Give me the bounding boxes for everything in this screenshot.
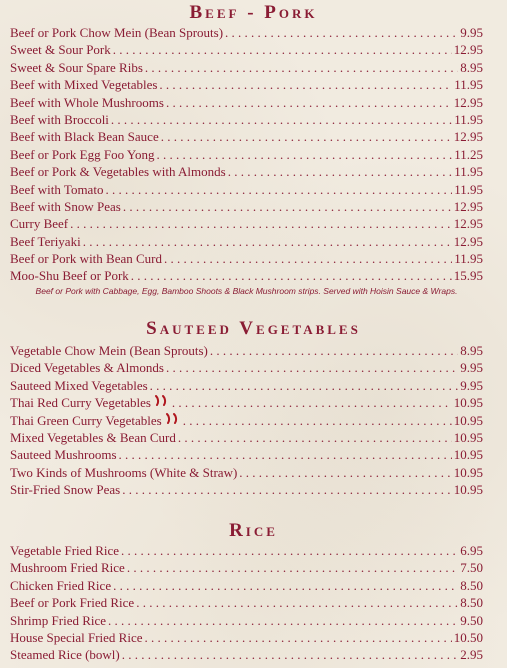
- menu-item-name: Moo-Shu Beef or Pork: [10, 268, 129, 284]
- menu-item-price: 2.95: [460, 647, 483, 663]
- menu-item-row: [10, 267, 483, 284]
- menu-item-row: [10, 429, 483, 446]
- section-beef-pork: [10, 24, 483, 296]
- section-sauteed-vegetables: [10, 342, 483, 499]
- menu-item-price: 10.50: [453, 629, 483, 645]
- dot-leader: [239, 464, 451, 481]
- dot-leader: [113, 577, 458, 594]
- chili-pepper-icon: [154, 394, 170, 411]
- dot-leader: [145, 59, 458, 76]
- menu-item-price: 10.95: [453, 464, 483, 480]
- menu-item-row: [10, 359, 483, 376]
- menu-item-price: 12.95: [453, 233, 483, 249]
- menu-item-price: 9.95: [460, 24, 483, 40]
- menu-item-name: Beef Teriyaki: [10, 233, 81, 249]
- menu-item-price: 10.95: [453, 482, 483, 498]
- menu-item-row: [10, 559, 483, 576]
- menu-item-price: 11.95: [454, 111, 483, 127]
- menu-item-row: [10, 612, 483, 629]
- menu-item-name: Two Kinds of Mushrooms (White & Straw): [10, 464, 238, 480]
- menu-item-name: Beef with Snow Peas: [10, 198, 121, 214]
- menu-item-name: Sauteed Mushrooms: [10, 447, 117, 463]
- menu-item-name: Beef with Tomato: [10, 181, 104, 197]
- menu-item-name: Mixed Vegetables & Bean Curd: [10, 429, 176, 445]
- menu-item-price: 6.95: [460, 542, 483, 558]
- menu-item-name: Sauteed Mixed Vegetables: [10, 377, 148, 393]
- menu-item-name: Steamed Rice (bowl): [10, 647, 120, 663]
- menu-item-name: Shrimp Fried Rice: [10, 612, 107, 628]
- menu-item-name: Beef or Pork Fried Rice: [10, 595, 135, 611]
- menu-item-name: Diced Vegetables & Almonds: [10, 360, 164, 376]
- menu-item-price: 9.50: [460, 612, 483, 628]
- section-rice: [10, 542, 483, 664]
- dot-leader: [228, 163, 453, 180]
- menu-item-name: Beef or Pork Egg Foo Yong: [10, 146, 155, 162]
- section-heading-sauteed-vegetables: Sauteed Vegetables: [146, 318, 361, 339]
- menu-item-name: Chicken Fried Rice: [10, 577, 112, 593]
- menu-item-price: 12.95: [453, 94, 483, 110]
- menu-item-name: Thai Red Curry Vegetables: [10, 395, 151, 411]
- menu-item-price: 12.95: [453, 216, 483, 232]
- menu-item-name: Beef with Black Bean Sauce: [10, 129, 159, 145]
- menu-item-name: Vegetable Fried Rice: [10, 542, 120, 558]
- menu-item-note: Beef or Pork with Cabbage, Egg, Bamboo Shoots & Black Mushroom strips. Served with Hoisin Sauce & Wraps.: [35, 285, 458, 296]
- section-heading-beef-pork: Beef - Pork: [189, 2, 318, 23]
- section-heading-rice: Rice: [229, 520, 278, 541]
- menu-item-price: 10.95: [453, 447, 483, 463]
- dot-leader: [123, 198, 452, 215]
- dot-leader: [122, 646, 459, 663]
- menu-item-name: Beef or Pork with Bean Curd: [10, 251, 163, 267]
- menu-item-row: [10, 446, 483, 463]
- dot-leader: [113, 41, 452, 58]
- menu-item-name: Stir-Fried Snow Peas: [10, 482, 121, 498]
- dot-leader: [108, 612, 458, 629]
- menu-item-price: 11.25: [454, 146, 483, 162]
- menu-item-row: [10, 24, 483, 41]
- menu-item-price: 11.95: [454, 77, 483, 93]
- dot-leader: [131, 267, 452, 284]
- menu-item-row: [10, 233, 483, 250]
- menu-item-row: [10, 542, 483, 559]
- menu-item-row: [10, 412, 483, 429]
- menu-item-row: [10, 577, 483, 594]
- menu-item-row: [10, 76, 483, 93]
- menu-item-price: 9.95: [460, 377, 483, 393]
- menu-item-price: 10.95: [453, 429, 483, 445]
- menu-item-row: [10, 59, 483, 76]
- menu-item-row: [10, 629, 483, 646]
- menu-item-price: 10.95: [453, 412, 483, 428]
- menu-item-price: 9.95: [460, 360, 483, 376]
- dot-leader: [70, 215, 452, 232]
- menu-item-name: Sweet & Sour Pork: [10, 42, 111, 58]
- menu-item-price: 7.50: [460, 560, 483, 576]
- menu-item-row: [10, 94, 483, 111]
- menu-item-name: Beef with Mixed Vegetables: [10, 77, 158, 93]
- dot-leader: [127, 559, 458, 576]
- dot-leader: [172, 394, 452, 411]
- dot-leader: [145, 629, 452, 646]
- menu-item-row: [10, 146, 483, 163]
- dot-leader: [210, 342, 458, 359]
- menu-item-price: 12.95: [453, 198, 483, 214]
- menu-item-name: Beef with Broccoli: [10, 111, 109, 127]
- menu-item-price: 8.50: [460, 595, 483, 611]
- menu-item-row: [10, 198, 483, 215]
- menu-item-row: [10, 181, 483, 198]
- dot-leader: [111, 111, 452, 128]
- menu-item-name: Thai Green Curry Vegetables: [10, 412, 162, 428]
- dot-leader: [166, 94, 452, 111]
- menu-item-row: [10, 646, 483, 663]
- menu-item-row: [10, 481, 483, 498]
- dot-leader: [183, 412, 452, 429]
- menu-item-row: [10, 594, 483, 611]
- menu-item-name: Beef with Whole Mushrooms: [10, 94, 164, 110]
- menu-item-row: [10, 111, 483, 128]
- dot-leader: [150, 377, 459, 394]
- menu-item-price: 10.95: [453, 395, 483, 411]
- menu-item-row: [10, 250, 483, 267]
- menu-item-price: 15.95: [453, 268, 483, 284]
- menu-item-price: 12.95: [453, 42, 483, 58]
- menu-item-price: 12.95: [453, 129, 483, 145]
- chili-pepper-icon: [165, 412, 181, 429]
- menu-item-name: Beef or Pork & Vegetables with Almonds: [10, 164, 226, 180]
- menu-item-name: Beef or Pork Chow Mein (Bean Sprouts): [10, 24, 224, 40]
- menu-item-row: [10, 163, 483, 180]
- dot-leader: [121, 542, 458, 559]
- dot-leader: [136, 594, 458, 611]
- menu-item-name: Sweet & Sour Spare Ribs: [10, 59, 143, 75]
- menu-item-name: Curry Beef: [10, 216, 69, 232]
- menu-item-name: Vegetable Chow Mein (Bean Sprouts): [10, 342, 208, 358]
- dot-leader: [225, 24, 458, 41]
- dot-leader: [156, 146, 452, 163]
- menu-item-row: [10, 342, 483, 359]
- menu-item-price: 8.95: [460, 59, 483, 75]
- menu-item-price: 11.95: [454, 251, 483, 267]
- dot-leader: [178, 429, 452, 446]
- dot-leader: [105, 181, 452, 198]
- menu-item-row: [10, 377, 483, 394]
- menu-item-row: [10, 394, 483, 411]
- dot-leader: [166, 359, 458, 376]
- menu-item-price: 8.50: [460, 577, 483, 593]
- menu-item-row: [10, 464, 483, 481]
- menu-item-price: 11.95: [454, 181, 483, 197]
- dot-leader: [159, 76, 452, 93]
- dot-leader: [122, 481, 452, 498]
- dot-leader: [119, 446, 452, 463]
- dot-leader: [161, 128, 452, 145]
- menu-item-row: [10, 41, 483, 58]
- menu-item-name: Mushroom Fried Rice: [10, 560, 125, 576]
- dot-leader: [83, 233, 452, 250]
- menu-item-price: 11.95: [454, 164, 483, 180]
- menu-item-price: 8.95: [460, 342, 483, 358]
- dot-leader: [164, 250, 452, 267]
- menu-item-name: House Special Fried Rice: [10, 629, 143, 645]
- menu-item-row: [10, 128, 483, 145]
- menu-item-row: [10, 215, 483, 232]
